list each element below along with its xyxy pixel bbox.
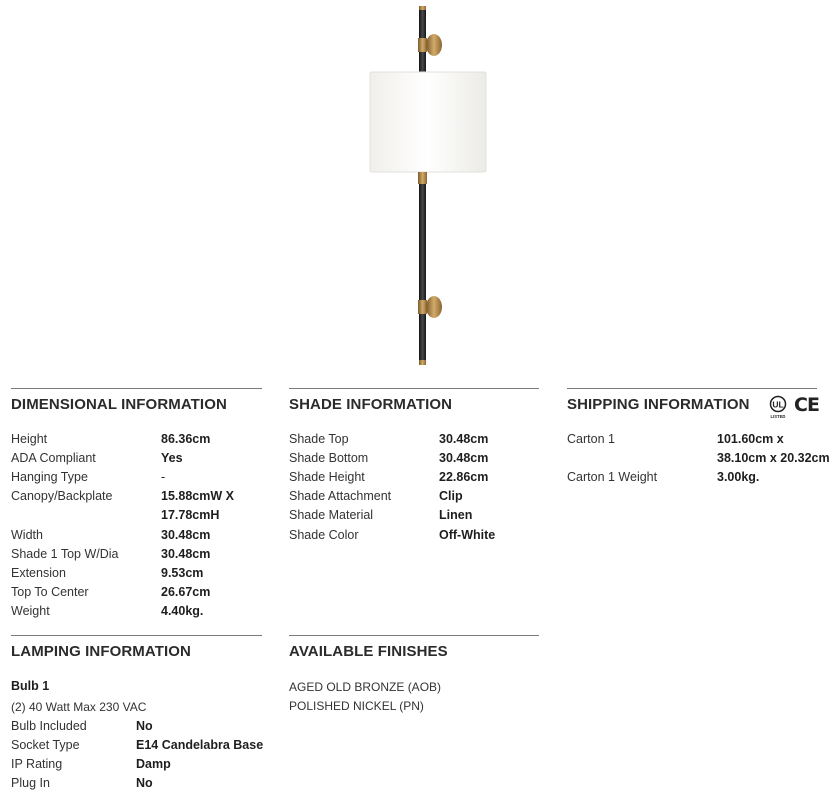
spec-value: Yes	[161, 451, 183, 465]
spec-value: Damp	[136, 757, 171, 771]
spec-label: Top To Center	[11, 585, 89, 599]
spec-label: Shade 1 Top W/Dia	[11, 547, 119, 561]
spec-value: 101.60cm x	[717, 432, 784, 446]
spec-value: No	[136, 719, 153, 733]
finish-item: POLISHED NICKEL (PN)	[289, 699, 424, 713]
spec-label: Extension	[11, 566, 66, 580]
spec-label: Plug In	[11, 776, 50, 790]
spec-label: IP Rating	[11, 757, 63, 771]
spec-label: Canopy/Backplate	[11, 489, 113, 503]
dimensional-section	[11, 388, 262, 628]
spec-value-line2: 17.78cmH	[161, 508, 220, 522]
spec-value: Off-White	[439, 528, 496, 542]
spec-label: Socket Type	[11, 738, 80, 752]
spec-value: 26.67cm	[161, 585, 211, 599]
shade-title: SHADE INFORMATION	[289, 396, 453, 413]
finishes-rule	[289, 635, 539, 636]
shipping-section	[567, 388, 831, 498]
finishes-title: AVAILABLE FINISHES	[289, 643, 448, 660]
spec-label: Shade Attachment	[289, 489, 392, 503]
spec-value: E14 Candelabra Base	[136, 738, 264, 752]
lamping-title: LAMPING INFORMATION	[11, 643, 191, 660]
spec-value: Linen	[439, 508, 473, 522]
spec-value: 30.48cm	[439, 451, 489, 465]
spec-value: 4.40kg.	[161, 604, 204, 618]
ul-icon	[767, 395, 789, 419]
spec-value: No	[136, 776, 153, 790]
spec-label: Hanging Type	[11, 470, 88, 484]
top-collar	[418, 38, 427, 52]
spec-value: 22.86cm	[439, 470, 489, 484]
spec-value-line2: 38.10cm x 20.32cm	[717, 451, 830, 465]
bottom-backplate	[426, 296, 442, 318]
bottom-collar	[418, 300, 427, 314]
spec-value: 30.48cm	[439, 432, 489, 446]
lamping-section	[11, 635, 271, 795]
shade-rule	[289, 388, 539, 389]
ul-text: UL	[772, 399, 784, 410]
shipping-rule	[567, 388, 817, 389]
ul-listed-text: LISTED	[770, 414, 786, 419]
bulb-description: (2) 40 Watt Max 230 VAC	[11, 700, 147, 714]
finish-item: AGED OLD BRONZE (AOB)	[289, 680, 442, 694]
spec-label: Shade Top	[289, 432, 349, 446]
spec-label: Height	[11, 432, 48, 446]
ce-mark	[794, 394, 819, 416]
lamp-shade	[370, 72, 486, 172]
spec-label: Shade Color	[289, 528, 359, 542]
spec-value: -	[161, 470, 166, 484]
dimensional-rule	[11, 388, 262, 389]
bulb-heading: Bulb 1	[11, 679, 50, 693]
spec-label: Shade Material	[289, 508, 374, 522]
ul-listed-mark	[767, 395, 789, 419]
shade-section	[289, 388, 539, 558]
spec-value: 30.48cm	[161, 547, 211, 561]
spec-value: 30.48cm	[161, 528, 211, 542]
rod-bottom-cap	[419, 360, 426, 365]
shipping-title: SHIPPING INFORMATION	[567, 396, 750, 413]
ce-text: CE	[794, 394, 819, 416]
spec-label: ADA Compliant	[11, 451, 96, 465]
spec-label: Shade Height	[289, 470, 365, 484]
spec-label: Bulb Included	[11, 719, 87, 733]
spec-label: Width	[11, 528, 43, 542]
spec-value: 9.53cm	[161, 566, 204, 580]
shade-collar	[418, 172, 427, 184]
spec-label: Weight	[11, 604, 50, 618]
spec-value: 86.36cm	[161, 432, 211, 446]
spec-label: Shade Bottom	[289, 451, 369, 465]
product-image	[368, 6, 490, 366]
spec-value: Clip	[439, 489, 463, 503]
spec-label: Carton 1	[567, 432, 615, 446]
top-backplate	[426, 34, 442, 56]
finishes-section	[289, 635, 539, 725]
rod-top-cap	[419, 6, 426, 10]
spec-value: 15.88cmW X	[161, 489, 234, 503]
spec-label: Carton 1 Weight	[567, 470, 658, 484]
spec-value: 3.00kg.	[717, 470, 760, 484]
lamping-rule	[11, 635, 262, 636]
dimensional-title: DIMENSIONAL INFORMATION	[11, 396, 227, 413]
